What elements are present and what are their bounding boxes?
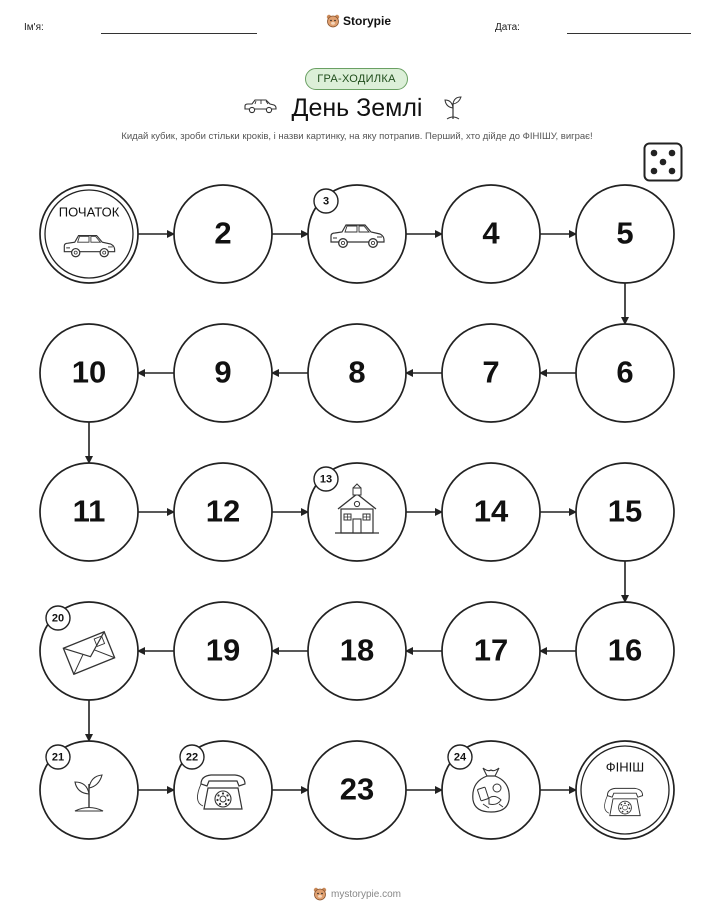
board-cell xyxy=(308,463,406,561)
cell-number: 24 xyxy=(453,751,467,764)
cell-number: 7 xyxy=(482,354,500,390)
board-cell xyxy=(174,602,272,700)
cell-number: 11 xyxy=(72,493,106,529)
footer-url[interactable]: mystorypie.com xyxy=(330,888,401,900)
start-cell xyxy=(40,185,138,283)
footer xyxy=(0,887,714,901)
cell-number: 12 xyxy=(205,493,241,529)
cell-number: 6 xyxy=(616,354,634,390)
board-cell xyxy=(308,602,406,700)
board-cell xyxy=(576,602,674,700)
board-cell xyxy=(442,463,540,561)
board-cell xyxy=(40,602,138,700)
board-cell xyxy=(442,741,540,839)
cell-number: 10 xyxy=(71,354,107,390)
game-type-badge: ГРА-ХОДИЛКА xyxy=(305,68,408,90)
board-cell xyxy=(40,741,138,839)
cell-number: 19 xyxy=(205,632,241,668)
cell-number: 18 xyxy=(339,632,375,668)
board-cell xyxy=(40,463,138,561)
cell-number: 14 xyxy=(473,493,509,529)
cell-number: 23 xyxy=(339,771,375,807)
brand-name: Storypie xyxy=(343,14,392,28)
cell-number: 3 xyxy=(322,195,330,208)
board-cell xyxy=(308,324,406,422)
board-cells xyxy=(40,185,674,839)
cell-number: 21 xyxy=(51,751,65,764)
cell-number: 2 xyxy=(214,215,232,251)
board-cell xyxy=(308,185,406,283)
board-cell xyxy=(174,324,272,422)
date-label: Дата: xyxy=(495,22,520,33)
cell-number: 22 xyxy=(185,751,199,764)
board-cell xyxy=(576,185,674,283)
bear-logo-icon xyxy=(313,887,327,901)
cell-number: 13 xyxy=(319,473,333,486)
cell-circle xyxy=(40,185,138,283)
cell-number: 15 xyxy=(607,493,643,529)
cell-number: 17 xyxy=(473,632,509,668)
cell-number: 5 xyxy=(616,215,634,251)
board-cell xyxy=(174,185,272,283)
name-label: Ім'я: xyxy=(24,22,44,33)
board-cell xyxy=(576,324,674,422)
start-label: ПОЧАТОК xyxy=(58,204,120,220)
page-title: День Землі xyxy=(291,94,423,122)
finish-cell xyxy=(576,741,674,839)
cell-number: 20 xyxy=(51,612,65,625)
cell-number: 8 xyxy=(348,354,366,390)
board-cell xyxy=(174,741,272,839)
cell-number: 9 xyxy=(214,354,232,390)
board-cell xyxy=(308,741,406,839)
board-cell xyxy=(174,463,272,561)
finish-label: ФІНІШ xyxy=(605,759,645,775)
instructions-text: Кидай кубик, зроби стільки кроків, і назви картинку, на яку потрапив. Перший, хто дійде до ФІНІШУ, виграє! xyxy=(121,131,593,142)
board-cell xyxy=(442,602,540,700)
cell-number: 4 xyxy=(482,215,500,251)
board-cell xyxy=(442,185,540,283)
board-cell xyxy=(442,324,540,422)
board-cell xyxy=(576,463,674,561)
cell-number: 16 xyxy=(607,632,643,668)
board-cell xyxy=(40,324,138,422)
